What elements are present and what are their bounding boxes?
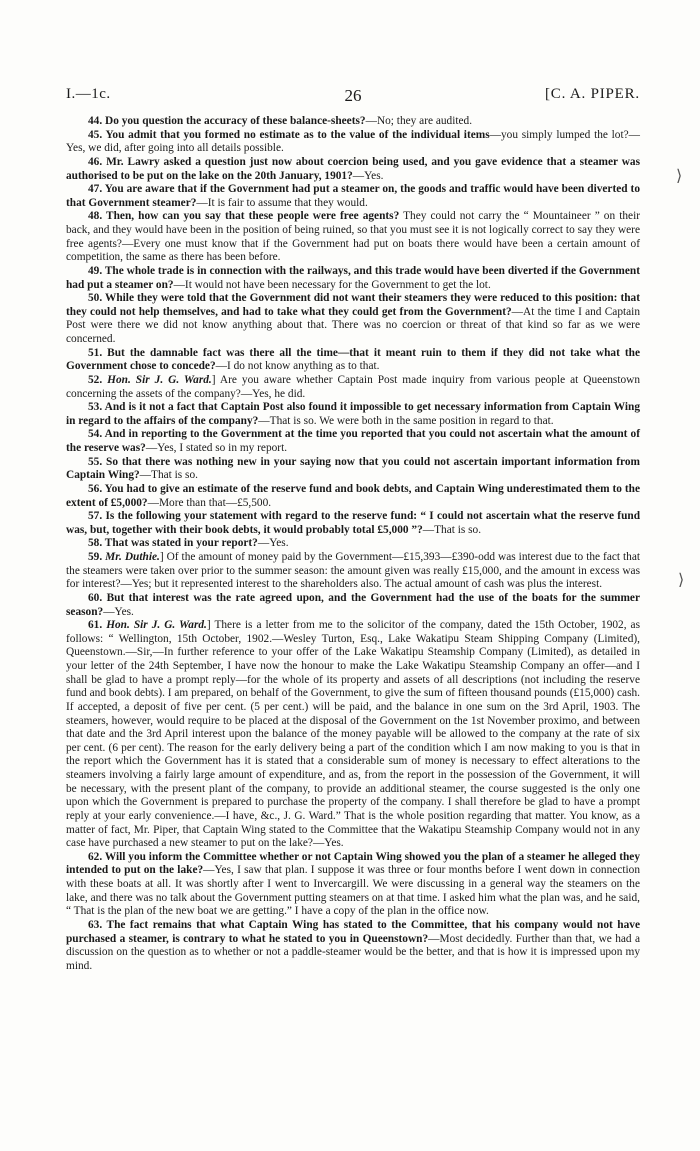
- question-text: 53. And is it not a fact that Captain Post also found it impossible to get necessary information from Captain Wing in regard to the affairs of the company?: [66, 401, 640, 427]
- qa-paragraph: [66, 510, 640, 537]
- answer-text: —It would not have been necessary for the Government to get the lot.: [173, 278, 491, 291]
- qa-paragraph: [66, 210, 640, 265]
- answer-text: —No; they are audited.: [365, 115, 473, 127]
- answer-text: —Yes, he did.: [240, 387, 306, 400]
- qa-paragraph: [66, 374, 640, 401]
- answer-text: —Yes, I stated so in my report.: [145, 442, 288, 454]
- question-text: 55. So that there was nothing new in your saying now that you could not ascertain important information from Captain Wing?: [66, 455, 640, 482]
- qa-paragraph: [66, 483, 640, 510]
- document-body: [66, 115, 640, 973]
- answer-text: —Yes.: [352, 169, 384, 182]
- answer-text: —Yes.: [312, 837, 344, 850]
- qa-paragraph: [66, 183, 640, 210]
- question-text: 63. The fact remains that what Captain Wing has stated to the Committee, that his company would not have purchased a steamer, is contrary to what he stated to you in Queenstown?: [66, 918, 640, 945]
- answer-text: —Yes.: [103, 605, 134, 618]
- answer-text: —you simply lumped the lot?—Yes, we did, after going into all details possible.: [66, 128, 640, 155]
- question-text: 57. Is the following your statement with regard to the reserve fund: “ I could not ascertain what the reserve fund was, but, together with their book debts, it would probably total £5,000 ”?: [66, 510, 640, 536]
- qa-paragraph: [66, 401, 640, 428]
- witness-name: [C. A. PIPER.: [544, 86, 640, 102]
- question-text: 51. But the damnable fact was there all the time—that it meant ruin to them if they did not take what the Government chose to concede?: [66, 346, 640, 373]
- question-text: 47. You are aware that if the Government had put a steamer on, the goods and traffic would have been diverted to that Government steamer?: [66, 183, 640, 209]
- answer-text: —Most decidedly. Further than that, we had a discussion on the question as to whether or not a paddle-steamer would be the better, and that is how it is impressed upon my mind.: [66, 932, 640, 972]
- qa-paragraph: [66, 592, 640, 619]
- answer-text: —That is so. We were both in the same position in regard to that.: [258, 414, 554, 427]
- question-text: 56. You had to give an estimate of the reserve fund and book debts, and Captain Wing underestimated them to the extent of £5,000?: [66, 482, 640, 509]
- page-header: [66, 86, 640, 106]
- answer-text: —That is so.: [422, 523, 482, 536]
- question-text: 44. Do you question the accuracy of these balance-sheets?: [88, 115, 366, 127]
- answer-text: —Yes; but it represented interest to the shareholders also. The actual amount of cash was plus the interest.: [120, 578, 603, 591]
- question-text: 60. But that interest was the rate agreed upon, and the Government had the use of the boats for the summer season?: [66, 591, 640, 618]
- answer-text: —That is so.: [139, 469, 198, 482]
- qa-paragraph: [66, 129, 640, 156]
- qa-paragraph: [66, 919, 640, 974]
- answer-text: —It is fair to assume that they would.: [196, 196, 368, 209]
- margin-mark-icon: ⟩: [678, 572, 685, 589]
- qa-paragraph: [66, 537, 640, 551]
- qa-paragraph: [66, 619, 640, 851]
- question-text: 45. You admit that you formed no estimate as to the value of the individual items: [88, 128, 490, 141]
- question-text: 49. The whole trade is in connection with the railways, and this trade would have been diverted if the Government had put a steamer on?: [66, 264, 640, 291]
- qa-paragraph: [66, 115, 640, 129]
- qa-paragraph: [66, 851, 640, 919]
- document-reference: I.—1c.: [66, 86, 111, 102]
- answer-text: —Yes, I saw that plan. I suppose it was three or four months before I went down in connection with these boats at all. It was shortly after I went to Invercargill. We were discussing in a general way the steamers on the lake, and there was no talk about the Government putting steamers on at that time. I asked him what the plan was, and he said, “ That is the plan of the new boat we are getting.” I have a copy of the plan in the office now.: [66, 864, 640, 918]
- question-text: 50. While they were told that the Government did not want their steamers they were reduced to this position: that they could not help themselves, and had to take what they could get from the Government?: [66, 292, 640, 318]
- qa-paragraph: [66, 292, 640, 347]
- qa-paragraph: [66, 265, 640, 292]
- question-text: 52. Hon. Sir J. G. Ward.] Are you aware whether Captain Post made inquiry from various people at Queenstown concerning the assets of the company?: [66, 373, 641, 400]
- speaker-name: Mr. Duthie.: [105, 551, 160, 563]
- qa-paragraph: [66, 428, 640, 455]
- qa-paragraph: [66, 551, 640, 592]
- margin-mark-icon: ⟩: [676, 168, 683, 185]
- question-text: 58. That was stated in your report?: [88, 537, 258, 550]
- answer-text: —At the time I and Captain Post were there we did not know anything about that. There was no coercion or threat of that kind so far as we were concerned.: [66, 305, 640, 345]
- page-number: 26: [344, 86, 362, 105]
- question-text: 62. Will you inform the Committee whether or not Captain Wing showed you the plan of a steamer he alleged they intended to put on the lake?: [66, 850, 640, 877]
- question-text: 46. Mr. Lawry asked a question just now about coercion being used, and you gave evidence that a steamer was authorised to be put on the lake on the 20th January, 1901?: [66, 155, 640, 182]
- answer-text: —More than that—£5,500.: [147, 496, 272, 509]
- question-text: 59. Mr. Duthie.] Of the amount of money paid by the Government—£15,393—£390-odd was interest due to the fact that the steamers were taken over prior to the summer season: the amount given was really £15,000, and the amount in excess was for interest?: [66, 551, 641, 591]
- answer-text: —Yes.: [257, 537, 289, 550]
- question-text: 54. And in reporting to the Government at the time you reported that you could not ascertain what the amount of the reserve was?: [66, 428, 640, 454]
- question-text: 48. Then, how can you say that these people were free agents?: [88, 210, 400, 223]
- qa-paragraph: [66, 456, 640, 483]
- speaker-name: Hon. Sir J. G. Ward.: [107, 373, 212, 386]
- qa-paragraph: [66, 347, 640, 374]
- qa-paragraph: [66, 156, 640, 183]
- answer-text: —I do not know anything as to that.: [215, 360, 380, 373]
- speaker-name: Hon. Sir J. G. Ward.: [106, 619, 207, 632]
- question-text: 61. Hon. Sir J. G. Ward.] There is a letter from me to the solicitor of the company, dated the 15th October, 1902, as follows: “ Wellington, 15th October, 1902.—Wesley Turton, Esq., Lake Wakatipu Steam Shipping Company (Limited), Queenstown.—Sir,—In further reference to your offer of the Lake Wakatipu Steamship Company (Limited), as detailed in your letter of the 24th September, I have now the honour to make the Lake Wakatipu Steamship Company an offer—and I shall be glad to have a prompt reply—for the whole of its property and assets of all descriptions (not including the reserve fund and book debts). I am prepared, on behalf of the Government, to give the sum of fifteen thousand pounds (£15,000) cash. If accepted, a deposit of five per cent. (5 per cent.) will be paid, and the balance in one sum on the 3rd April, 1903. The steamers, however, would require to be placed at the disposal of the Government on the 1st November proximo, and between that date and the 3rd April interest upon the balance of the money payable will be allowed to the company at the rate of six per cent. (6 per cent). The reason for the early delivery being a part of the condition which I am now making to you is that in the report which the Government has it is stated that a considerable sum of money is necessary to effect alterations to the steamers involving a fairly large amount of expenditure, and as, from the report in the possession of the Government, it will be necessary, with the present plant of the company, to provide an additional steamer, the course suggested is the only one upon which the Government is prepared to purchase the property of the company. I shall therefore be glad to have a prompt reply at your early convenience.—I have, &c., J. G. Ward.” That is the whole position regarding that matter. You know, as a matter of fact, Mr. Piper, that Captain Wing stated to the Committee that the Wakatipu Steamship Company would not in any case have purchased a new steamer to put on the lake?: [66, 619, 641, 850]
- answer-text: They could not carry the “ Mountaineer ” on their back, and they would have been in the position of being ruined, so that you must see it is not logically correct to say they were free agents?—Every one must know that if the Government had put on boats there would have been a certain amount of competition, the same as there has been before.: [66, 210, 641, 264]
